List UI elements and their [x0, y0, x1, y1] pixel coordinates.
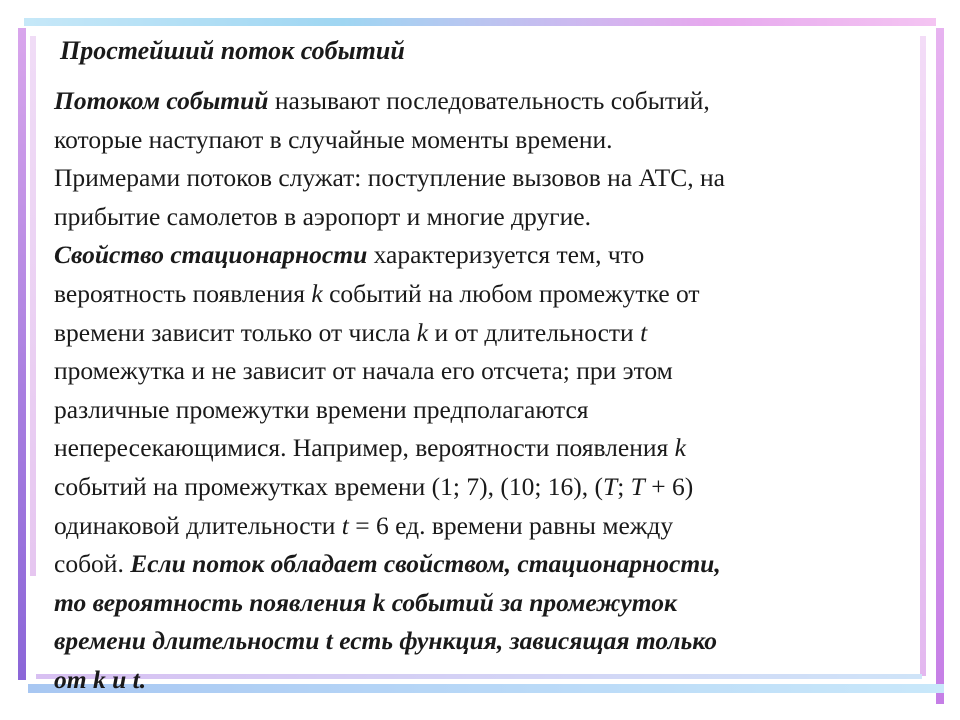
slide-title: Простейший поток событий — [60, 36, 405, 65]
text-fragment: времени зависит только от числа — [54, 317, 417, 347]
text-line-14: то вероятность появления k событий за промежуток — [54, 587, 677, 617]
text-line-6 — [54, 275, 920, 314]
frame-left-bar — [18, 28, 26, 680]
frame-right-bar — [936, 28, 944, 704]
text-fragment: = 6 ед. времени равны между — [348, 510, 674, 540]
text-line-12 — [54, 507, 920, 546]
text-line-15: времени длительности t есть функция, зависящая только — [54, 626, 717, 656]
conclusion-text: Если поток обладает свойством, стационарности, — [130, 549, 721, 579]
text-fragment: непересекающимися. Например, вероятности появления — [54, 433, 675, 463]
text-line-13 — [54, 545, 920, 584]
text-fragment: характеризуется тем, что — [367, 240, 645, 270]
text-line-1 — [54, 82, 920, 121]
text-fragment: собой. — [54, 549, 131, 579]
var-k: k — [416, 317, 429, 347]
text-line-11 — [54, 468, 920, 507]
slide-body — [54, 82, 920, 700]
text-line-9: различные промежутки времени предполагаются — [54, 394, 589, 424]
text-line-3: Примерами потоков служат: поступление вызовов на АТС, на — [54, 163, 725, 193]
var-T: T — [603, 471, 618, 501]
text-fragment: одинаковой длительности — [54, 510, 342, 540]
text-line-10 — [54, 429, 920, 468]
text-fragment: ; — [617, 471, 631, 501]
term-event-flow: Потоком событий — [54, 86, 269, 115]
frame-inner-right-bar — [920, 36, 926, 676]
frame-inner-left-bar — [30, 36, 36, 576]
var-k: k — [674, 433, 686, 463]
var-T: T — [630, 471, 645, 501]
text-fragment: событий на любом промежутке от — [322, 278, 700, 308]
frame-top-bar — [24, 18, 936, 26]
text-fragment: вероятность появления — [54, 278, 312, 308]
var-k: k — [311, 278, 323, 308]
term-stationarity: Свойство стационарности — [54, 240, 368, 270]
text-fragment: событий на промежутках времени (1; 7), (10; 16), ( — [54, 471, 604, 501]
var-t: t — [341, 510, 349, 540]
text-fragment: + 6) — [644, 471, 694, 501]
text-fragment: называют последовательность событий, — [268, 86, 710, 115]
text-line-16: от k и t. — [54, 664, 147, 694]
text-line-8: промежутка и не зависит от начала его отсчета; при этом — [54, 356, 673, 386]
var-t: t — [640, 317, 648, 347]
text-line-5 — [54, 236, 920, 275]
text-line-2: которые наступают в случайные моменты времени. — [54, 124, 613, 154]
text-line-7 — [54, 314, 920, 353]
text-fragment: и от длительности — [428, 317, 641, 347]
text-line-4: прибытие самолетов в аэропорт и многие другие. — [54, 201, 591, 231]
